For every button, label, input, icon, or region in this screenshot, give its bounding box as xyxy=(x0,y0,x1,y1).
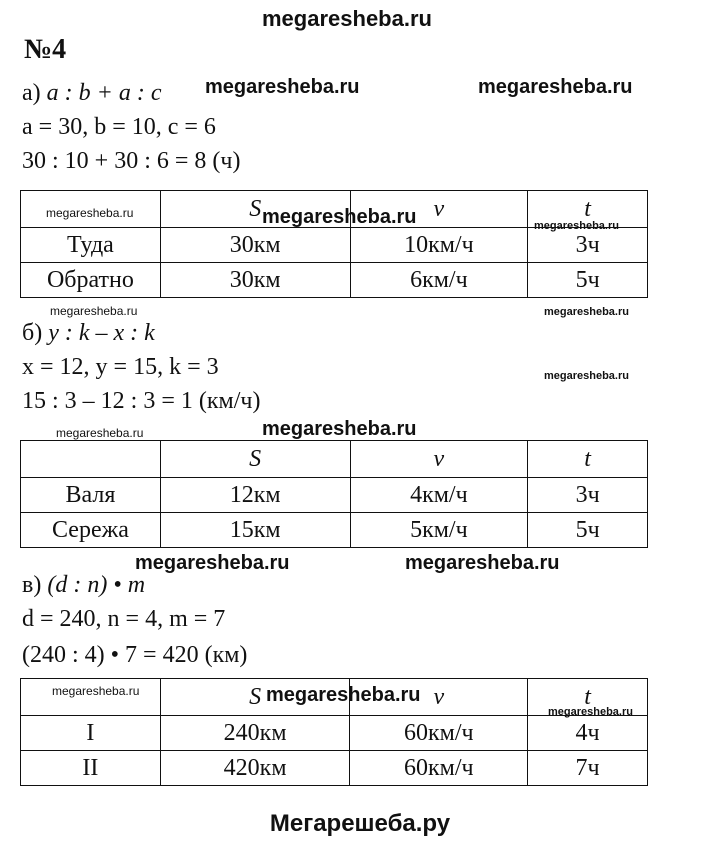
table-cell: 60км/ч xyxy=(350,716,528,751)
watermark: megaresheba.ru xyxy=(50,304,138,318)
watermark: megaresheba.ru xyxy=(56,426,144,440)
table-cell: 30км xyxy=(160,263,350,298)
table-cell: Сережа xyxy=(21,513,161,548)
watermark: megaresheba.ru xyxy=(405,552,560,574)
part-b-label: б) xyxy=(22,320,43,346)
table-cell: 7ч xyxy=(528,751,648,786)
watermark: megaresheba.ru xyxy=(548,706,633,718)
table-cell: 30км xyxy=(160,228,350,263)
header-cell: t xyxy=(528,191,648,228)
part-a-calculation: 30 : 10 + 30 : 6 = 8 (ч) xyxy=(22,148,241,174)
watermark: megaresheba.ru xyxy=(266,684,421,706)
watermark: megaresheba.ru xyxy=(544,306,629,318)
part-a-values: a = 30, b = 10, c = 6 xyxy=(22,114,216,140)
watermark: megaresheba.ru xyxy=(52,684,140,698)
part-a-expression: a : b + a : c xyxy=(46,80,162,106)
table-row xyxy=(21,478,648,513)
table-cell: 5ч xyxy=(528,513,648,548)
part-c-expression: (d : n) • m xyxy=(47,572,146,598)
table-cell: II xyxy=(21,751,161,786)
table-cell: Обратно xyxy=(21,263,161,298)
table-cell: Валя xyxy=(21,478,161,513)
part-b-values: x = 12, y = 15, k = 3 xyxy=(22,354,219,380)
table-cell: 15км xyxy=(160,513,350,548)
table-cell: 5км/ч xyxy=(350,513,528,548)
table-row xyxy=(21,228,648,263)
table-cell: 12км xyxy=(160,478,350,513)
part-a-expression-line xyxy=(22,78,162,108)
part-c-calculation: (240 : 4) • 7 = 420 (км) xyxy=(22,642,248,668)
table-cell: 60км/ч xyxy=(350,751,528,786)
table-cell: 3ч xyxy=(528,478,648,513)
table-cell: 240км xyxy=(160,716,350,751)
watermark: megaresheba.ru xyxy=(135,552,290,574)
header-site-name: megaresheba.ru xyxy=(262,6,432,31)
header-cell xyxy=(21,441,161,478)
part-c-label: в) xyxy=(22,572,42,598)
part-c-values: d = 240, n = 4, m = 7 xyxy=(22,606,226,632)
header-cell: S xyxy=(160,441,350,478)
table-cell: 10км/ч xyxy=(350,228,528,263)
table-cell: I xyxy=(21,716,161,751)
header-cell: S xyxy=(160,679,350,716)
table-header-row xyxy=(21,441,648,478)
table-row xyxy=(21,513,648,548)
watermark: megaresheba.ru xyxy=(205,76,360,98)
header-cell: v xyxy=(350,679,528,716)
table-cell: 420км xyxy=(160,751,350,786)
part-b-expression-line xyxy=(22,318,155,348)
table-cell: 5ч xyxy=(528,263,648,298)
table-cell: 6км/ч xyxy=(350,263,528,298)
watermark: megaresheba.ru xyxy=(262,206,417,228)
table-row xyxy=(21,263,648,298)
table-cell: 4км/ч xyxy=(350,478,528,513)
part-b-calculation: 15 : 3 – 12 : 3 = 1 (км/ч) xyxy=(22,388,261,414)
table-row xyxy=(21,716,648,751)
table-row xyxy=(21,751,648,786)
part-c-expression-line xyxy=(22,570,145,600)
watermark: megaresheba.ru xyxy=(544,370,629,382)
watermark: megaresheba.ru xyxy=(262,418,417,440)
footer-site-name: Мегарешеба.ру xyxy=(269,810,451,837)
header-cell: t xyxy=(528,679,648,716)
part-a-label: а) xyxy=(22,80,41,106)
header-cell: v xyxy=(350,191,528,228)
header-cell: v xyxy=(350,441,528,478)
watermark: megaresheba.ru xyxy=(46,206,134,220)
watermark: megaresheba.ru xyxy=(478,76,633,98)
table-cell: 3ч xyxy=(528,228,648,263)
header-cell: S xyxy=(160,191,350,228)
table-cell: Туда xyxy=(21,228,161,263)
part-b-expression: y : k – x : k xyxy=(48,320,155,346)
problem-number: №4 xyxy=(24,34,67,65)
header-cell: t xyxy=(528,441,648,478)
part-b-table xyxy=(20,440,648,548)
table-cell: 4ч xyxy=(528,716,648,751)
watermark: megaresheba.ru xyxy=(534,220,619,232)
